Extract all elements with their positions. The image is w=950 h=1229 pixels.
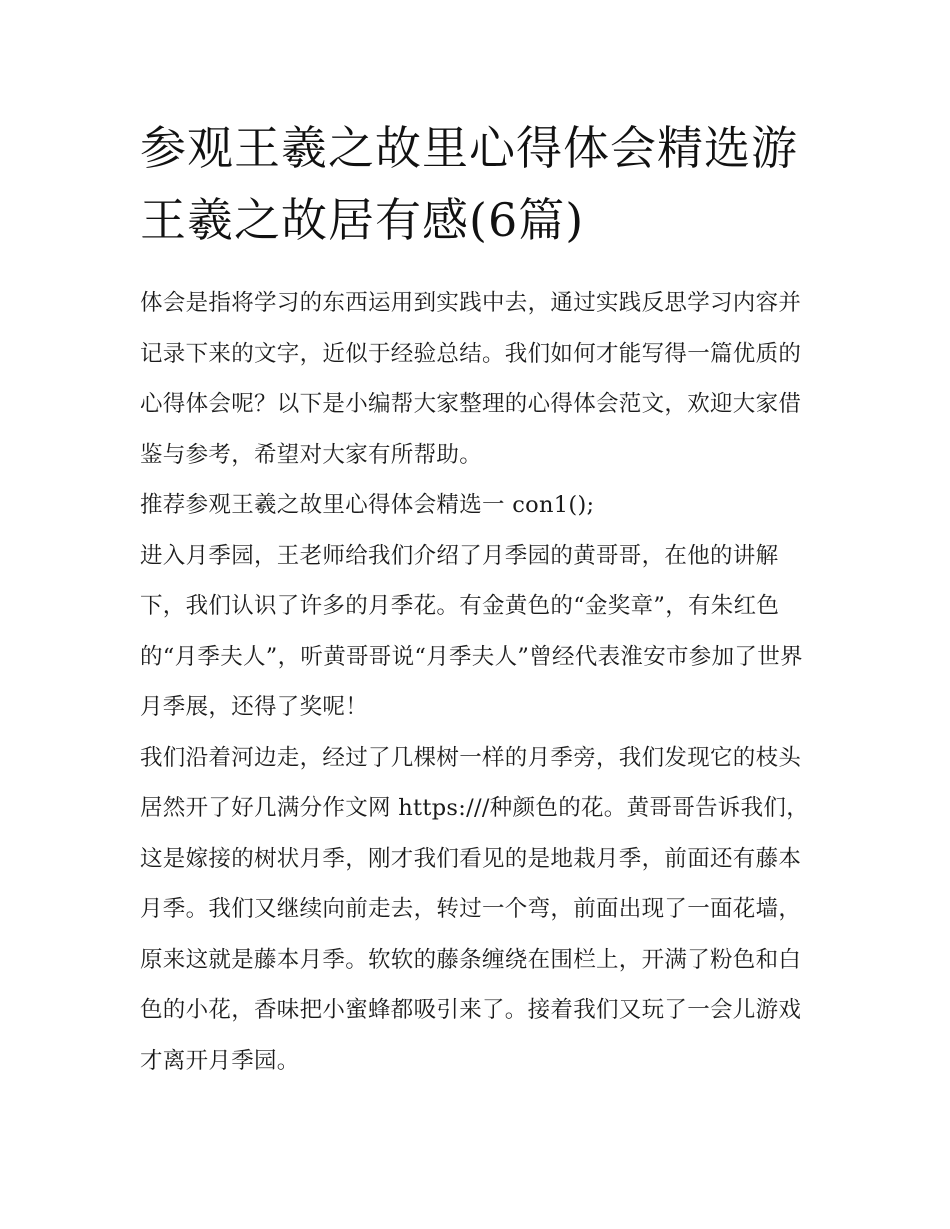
paragraph-section-heading: 推荐参观王羲之故里心得体会精选一 con1(); [140,492,595,518]
document-body [140,278,820,1086]
paragraph-rose-garden: 进入月季园，王老师给我们介绍了月季园的黄哥哥，在他的讲解下，我们认识了许多的月季花。有金黄色的“金奖章”，有朱红色的“月季夫人”，听黄哥哥说“月季夫人”曾经代表淮安市参加了世界月季展，还得了奖呢！ [140,542,803,720]
document-title: 参观王羲之故里心得体会精选游王羲之故居有感(6篇) [140,121,798,247]
paragraph-riverside-walk: 我们沿着河边走，经过了几棵树一样的月季旁，我们发现它的枝头居然开了好几满分作文网 https:///种颜色的花。黄哥哥告诉我们，这是嫁接的树状月季，刚才我们看见的是地栽月季，前面还有藤本月季。我们又继续向前走去，转过一个弯，前面出现了一面花墙，原来这就是藤本月季。软软的藤条缠绕在围栏上，开满了粉色和白色的小花，香味把小蜜蜂都吸引来了。接着我们又玩了一会儿游戏才离开月季园。 [140,744,809,1074]
document-page [140,112,820,1086]
paragraph-intro: 体会是指将学习的东西运用到实践中去，通过实践反思学习内容并记录下来的文字，近似于经验总结。我们如何才能写得一篇优质的心得体会呢？以下是小编帮大家整理的心得体会范文，欢迎大家借鉴与参考，希望对大家有所帮助。 [140,290,802,468]
